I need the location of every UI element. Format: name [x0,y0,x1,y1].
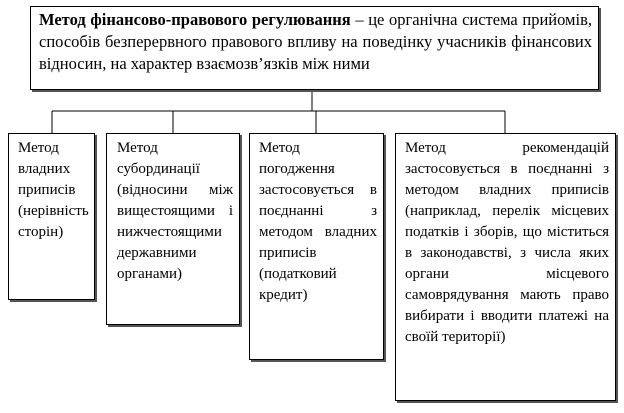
method-box-agreement: Метод погодження застосовується в поєднанні з методом владних приписів (податковий кредит) [249,133,384,360]
definition-text: – це органічна система прийомів, способів безперервного правового впливу на поведінку учасників фінансових відносин, на характер взаємозв’язків між ними [39,10,592,73]
method-box-subordination: Метод субординації (відносини між вищестоящими і нижчестоящими державними органами) [106,133,240,325]
definition-box [30,6,599,90]
method-box-authoritative: Метод владних приписів (нерівність сторін) [8,133,95,300]
definition-term: Метод фінансово-правового регулювання [39,10,351,29]
method-box-recommendation: Метод рекомендацій застосовується в поєднанні з методом владних приписів (наприклад, перелік місцевих податків і зборів, що міститься в законодавстві, з числа яких органи місцевого самоврядування мають право вибирати і вводити платежі на своїй території) [395,133,616,401]
